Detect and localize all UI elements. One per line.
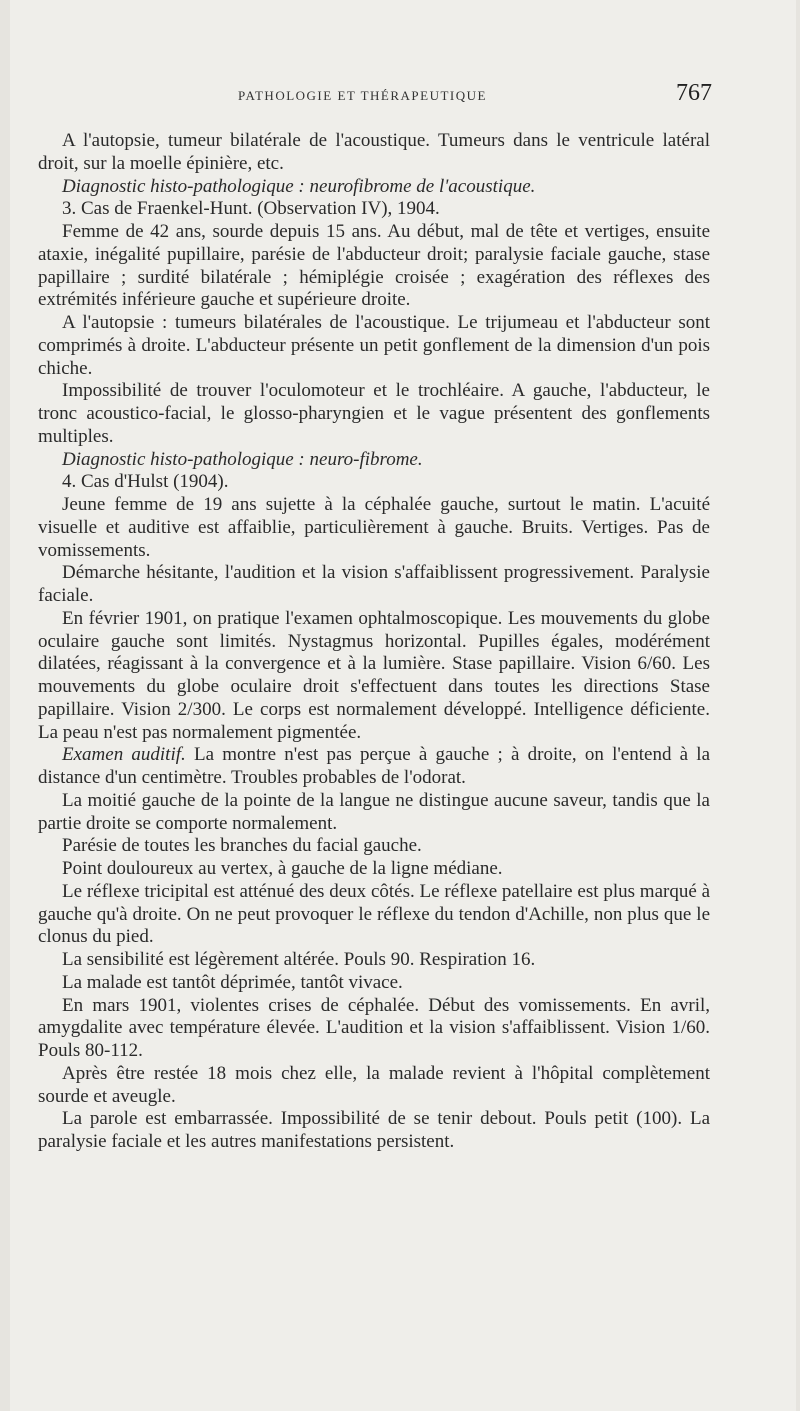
exam-label: Examen auditif. (62, 744, 186, 766)
paragraph: Après être restée 18 mois chez elle, la malade revient à l'hôpital complètement sourde et aveugle. (38, 1062, 710, 1107)
page-header (0, 76, 800, 116)
paragraph: Parésie de toutes les branches du facial gauche. (62, 835, 422, 857)
paragraph: La parole est embarrassée. Impossibilité de se tenir debout. Pouls petit (100). La paralysie faciale et les autres manifestations persistent. (38, 1108, 710, 1152)
paragraph: La moitié gauche de la pointe de la langue ne distingue aucune saveur, tandis que la partie droite se comporte normalement. (38, 789, 710, 834)
paragraph: En mars 1901, violentes crises de céphalée. Début des vomissements. En avril, amygdalite avec température élevée. L'audition et la vision s'affaiblissent. Vision 1/60. Pouls 80-112. (38, 994, 710, 1061)
paragraph: La malade est tantôt déprimée, tantôt vivace. (62, 971, 403, 993)
paragraph: En février 1901, on pratique l'examen ophtalmoscopique. Les mouvements du globe oculaire gauche sont limités. Nystagmus horizontal. Pupilles égales, modérément dilatées, réagissant à la convergence et à la lumière. Stase papillaire. Vision 6/60. Les mouvements du globe oculaire droit s'effectuent dans toutes les directions Stase papillaire. Vision 2/300. Le corps est normalement développé. Intelligence déficiente. La peau n'est pas normalement pigmentée. (38, 607, 710, 743)
paragraph-case-heading: 4. Cas d'Hulst (1904). (62, 471, 229, 493)
paragraph-exam (38, 744, 710, 790)
paragraph: A l'autopsie, tumeur bilatérale de l'acoustique. Tumeurs dans le ventricule latéral droit, sur la moelle épinière, etc. (38, 130, 710, 174)
exam-text: La montre n'est pas perçue à gauche ; à droite, on l'entend à la distance d'un centimètre. Troubles probables de l'odorat. (38, 744, 710, 788)
body-text (38, 130, 710, 1154)
paragraph: Impossibilité de trouver l'oculomoteur et le trochléaire. A gauche, l'abducteur, le tronc acoustico-facial, le glosso-pharyngien et le vague présentent des gonflements multiples. (38, 380, 710, 447)
paragraph: Démarche hésitante, l'audition et la vision s'affaiblissent progressivement. Paralysie faciale. (38, 562, 710, 606)
paragraph: Point douloureux au vertex, à gauche de la ligne médiane. (62, 858, 503, 879)
page-number: 767 (676, 80, 712, 106)
paragraph: Le réflexe tricipital est atténué des deux côtés. Le réflexe patellaire est plus marqué à gauche qu'à droite. On ne peut provoquer le réflexe du tendon d'Achille, non plus que le clonus du pied. (38, 880, 710, 948)
paragraph: A l'autopsie : tumeurs bilatérales de l'acoustique. Le trijumeau et l'abducteur sont comprimés à droite. L'abducteur présente un petit gonflement de la dimension d'un pois chiche. (38, 312, 710, 379)
paragraph: Femme de 42 ans, sourde depuis 15 ans. Au début, mal de tête et vertiges, ensuite ataxie, inégalité pupillaire, parésie de l'abducteur droit; paralysie faciale gauche, stase papillaire ; surdité bilatérale ; hémiplégie croisée ; exagération des réflexes des extrémités inférieure gauche et supérieure droite. (38, 221, 710, 311)
paragraph: Jeune femme de 19 ans sujette à la céphalée gauche, surtout le matin. L'acuité visuelle et auditive est affaiblie, particulièrement à gauche. Bruits. Vertiges. Pas de vomissements. (38, 494, 710, 561)
paragraph: La sensibilité est légèrement altérée. Pouls 90. Respiration 16. (62, 949, 536, 970)
paragraph-diagnostic: Diagnostic histo-pathologique : neuro-fibrome. (62, 448, 423, 470)
paragraph-case-heading: 3. Cas de Fraenkel-Hunt. (Observation IV), 1904. (62, 198, 440, 220)
paragraph-diagnostic: Diagnostic histo-pathologique : neurofibrome de l'acoustique. (62, 175, 536, 197)
running-title: PATHOLOGIE ET THÉRAPEUTIQUE (238, 88, 487, 103)
